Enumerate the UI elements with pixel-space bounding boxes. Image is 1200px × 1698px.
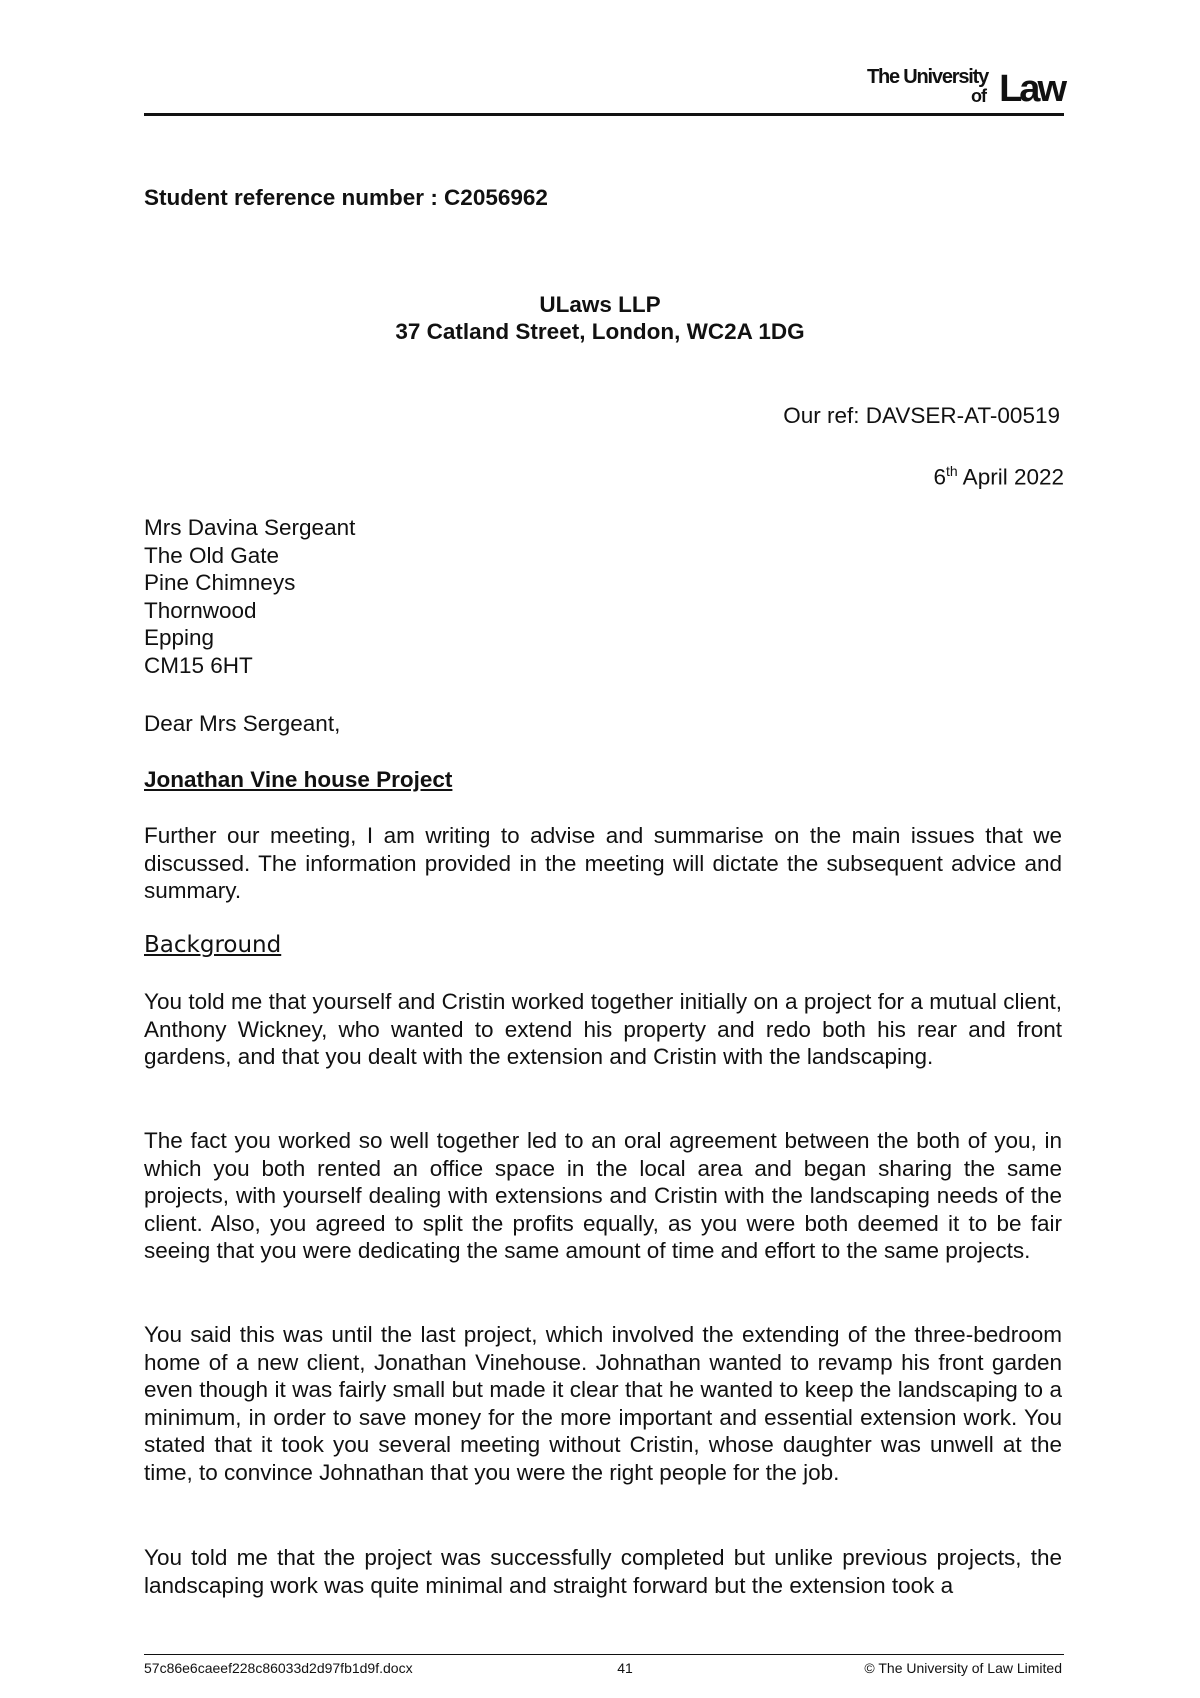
background-heading: Background: [144, 932, 282, 958]
body-paragraph: You told me that the project was successfully completed but unlike previous projects, the landscaping work was quite minimal and straight forward but the extension took a: [144, 1545, 1062, 1598]
date-day: 6: [933, 464, 946, 490]
firm-name: ULaws LLP: [539, 292, 661, 317]
body-paragraph: You said this was until the last project, which involved the extending of the three-bedroom home of a new client, Jonathan Vinehouse. Johnathan wanted to revamp his front garden even though it was fairly small but made it clear that he wanted to keep the landscaping to a minimum, in order to save money for the more important and essential extension work. You stated that it took you several meeting without Cristin, whose daughter was unwell at the time, to convince Johnathan that you were the right people for the job.: [144, 1322, 1062, 1485]
recipient-line: Pine Chimneys: [144, 570, 296, 596]
university-of-law-logo: [854, 66, 1064, 108]
recipient-line: The Old Gate: [144, 542, 280, 568]
body-paragraph: You told me that yourself and Cristin worked together initially on a project for a mutual client, Anthony Wickney, who wanted to extend his property and redo both his rear and front gardens, and that you dealt with the extension and Cristin with the landscaping.: [144, 989, 1062, 1070]
footer-filename: 57c86e6caeef228c86033d2d97fb1d9f.docx: [144, 1660, 413, 1676]
recipient-address: [144, 514, 1062, 680]
letter-date: [144, 458, 1064, 491]
firm-address: 37 Catland Street, London, WC2A 1DG: [395, 319, 805, 344]
student-reference: Student reference number : C2056962: [144, 185, 548, 210]
footer-divider: [144, 1654, 1064, 1655]
salutation: Dear Mrs Sergeant,: [144, 711, 341, 736]
recipient-line: Mrs Davina Sergeant: [144, 515, 356, 540]
subject-heading: Jonathan Vine house Project: [144, 767, 453, 792]
our-reference: Our ref: DAVSER-AT-00519: [783, 403, 1060, 428]
recipient-line: CM15 6HT: [144, 652, 253, 678]
date-month-year: April 2022: [957, 464, 1064, 490]
header-divider: [144, 113, 1064, 116]
logo-text-university: The University: [866, 66, 988, 88]
date-suffix: th: [945, 463, 958, 479]
footer-page-number: 41: [617, 1660, 633, 1676]
body-paragraph: The fact you worked so well together led to an oral agreement between the both of you, in which you both rented an office space in the local area and began sharing the same projects, with yourself dealing with extensions and Cristin with the landscaping needs of the client. Also, you agreed to split the profits equally, as you were both deemed it to be fair seeing that you were dedicating the same amount of time and effort to the same projects.: [144, 1128, 1062, 1264]
recipient-line: Epping: [144, 625, 215, 651]
footer-copyright: © The University of Law Limited: [864, 1660, 1062, 1676]
logo-text-law: Law: [999, 68, 1064, 110]
intro-paragraph: Further our meeting, I am writing to advise and summarise on the main issues that we discussed. The information provided in the meeting will dictate the subsequent advice and summary.: [144, 823, 1062, 904]
logo-text-of: of: [971, 86, 986, 106]
recipient-line: Thornwood: [144, 597, 257, 623]
